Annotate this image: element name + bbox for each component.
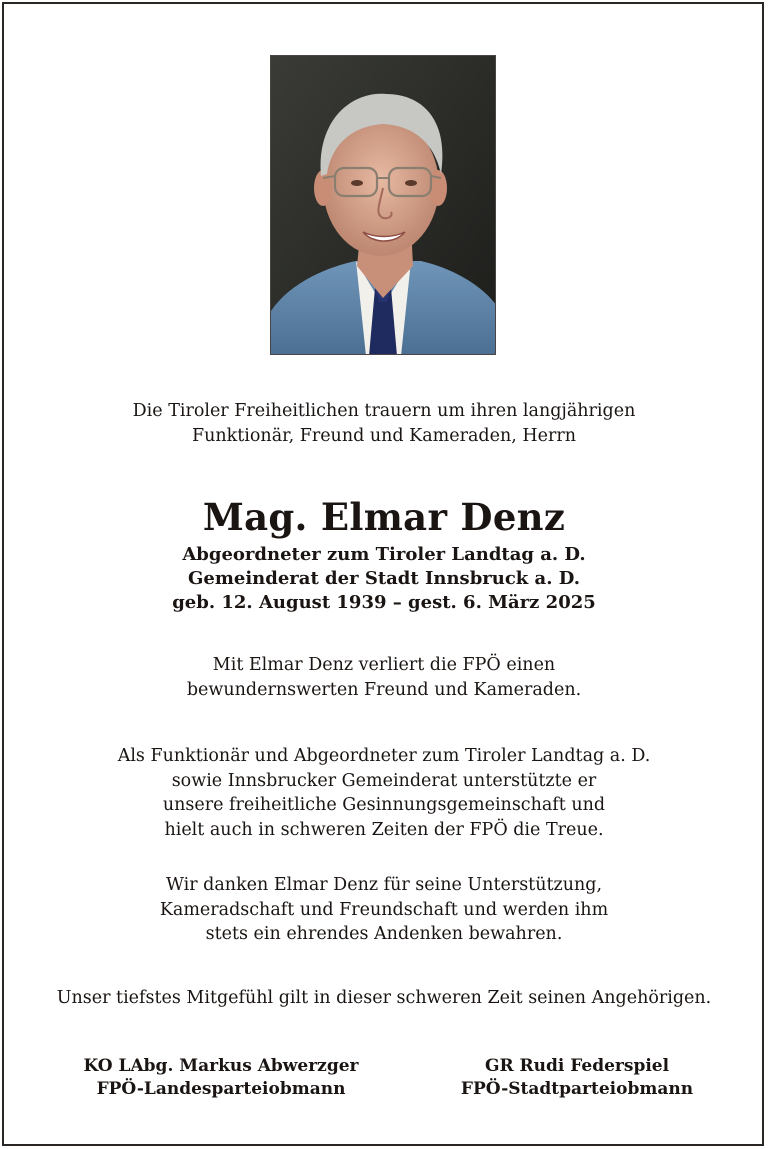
portrait-photo — [270, 55, 496, 355]
paragraph-1 — [0, 653, 768, 702]
paragraph-line: Wir danken Elmar Denz für seine Unterstützung, — [165, 875, 603, 895]
paragraph-line: sowie Innsbrucker Gemeinderat unterstützte er — [171, 770, 597, 791]
title-line: Abgeordneter zum Tiroler Landtag a. D. — [182, 544, 586, 565]
paragraph-line: Mit Elmar Denz verliert die FPÖ einen — [212, 655, 556, 675]
deceased-titles — [0, 543, 768, 615]
paragraph-line: hielt auch in schweren Zeiten der FPÖ die Treue. — [164, 819, 604, 840]
intro-line: Funktionär, Freund und Kameraden, Herrn — [191, 426, 577, 446]
paragraph-line: unsere freiheitliche Gesinnungsgemeinschaft und — [162, 795, 606, 815]
intro-line: Die Tiroler Freiheitlichen trauern um ihren langjährigen — [132, 401, 636, 421]
signatory-role: FPÖ-Stadtparteiobmann — [460, 1079, 694, 1099]
signatory-name: GR Rudi Federspiel — [484, 1056, 670, 1076]
paragraph-line: stets ein ehrendes Andenken bewahren. — [205, 924, 563, 944]
deceased-name: Mag. Elmar Denz — [202, 495, 566, 539]
condolence-text: Unser tiefstes Mitgefühl gilt in dieser schweren Zeit seinen Angehörigen. — [56, 988, 712, 1008]
life-dates: geb. 12. August 1939 – gest. 6. März 2025 — [172, 592, 596, 613]
paragraph-3 — [0, 873, 768, 947]
signatory-role: FPÖ-Landesparteiobmann — [96, 1079, 346, 1099]
signatory-left — [56, 1055, 386, 1101]
intro-text — [0, 399, 768, 449]
signatory-right — [412, 1055, 742, 1101]
paragraph-line: Als Funktionär und Abgeordneter zum Tiroler Landtag a. D. — [117, 746, 651, 766]
title-line: Gemeinderat der Stadt Innsbruck a. D. — [188, 568, 580, 589]
paragraph-line: bewundernswerten Freund und Kameraden. — [186, 679, 582, 700]
signatory-name: KO LAbg. Markus Abwerzger — [83, 1056, 359, 1076]
paragraph-line: Kameradschaft und Freundschaft und werden ihm — [159, 899, 609, 920]
paragraph-2 — [0, 744, 768, 842]
